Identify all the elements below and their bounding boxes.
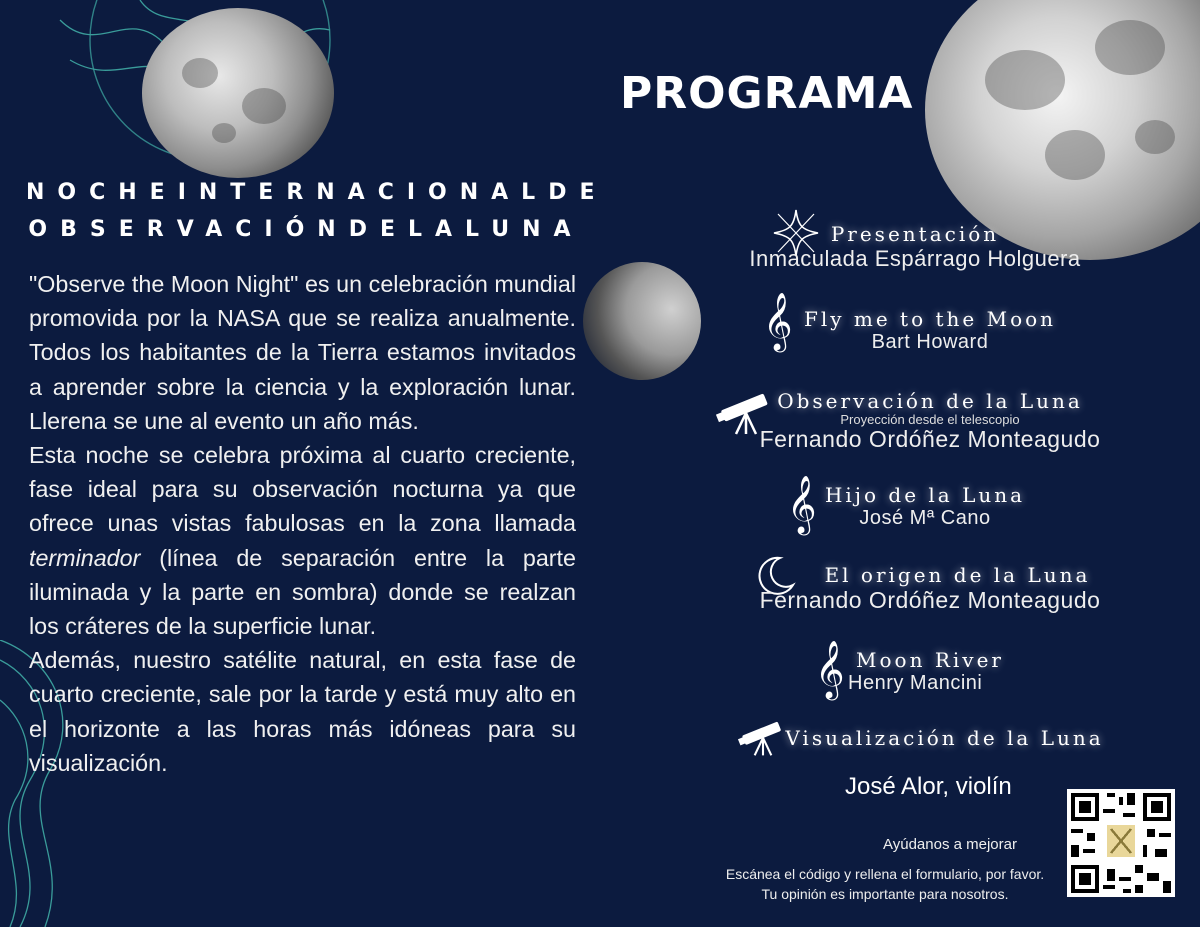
program-item-title: Hijo de la Luna <box>824 483 1026 507</box>
program-item-performer: Henry Mancini <box>848 672 983 694</box>
qr-code[interactable] <box>1067 789 1175 897</box>
program-item-observacion <box>735 389 1125 453</box>
treble-clef-icon: 𝄞 <box>787 475 817 533</box>
program-item-hijo <box>800 483 1050 530</box>
program-item-title: Visualización de la Luna <box>785 726 1104 750</box>
violin-performer: José Alor, violín <box>845 773 1012 800</box>
title-line-2: OBSERVACIÓNDELALUNA <box>28 217 584 242</box>
program-item-fly-me <box>780 307 1080 354</box>
scan-note: Tu opinión es importante para nosotros. <box>761 886 1009 902</box>
program-item-performer: Fernando Ordóñez Monteagudo <box>759 587 1101 613</box>
program-item-performer: Bart Howard <box>871 331 989 353</box>
treble-clef-icon: 𝄞 <box>815 640 845 698</box>
program-item-performer: Inmaculada Espárrago Holguera <box>749 246 1081 271</box>
program-item-title: El origen de la Luna <box>824 563 1091 587</box>
full-moon-image-large <box>925 0 1200 260</box>
program-item-presentacion <box>700 222 1130 272</box>
telescope-icon <box>738 717 788 757</box>
program-item-moon-river <box>840 648 1020 695</box>
program-item-title: Moon River <box>856 648 1004 672</box>
description-text <box>29 267 576 780</box>
program-item-title: Fly me to the Moon <box>803 307 1057 331</box>
paragraph-intro: "Observe the Moon Night" es un celebración mundial promovida por la NASA que se realiza anualmente. Todos los habitantes de la Tierra estamos invitados a aprender sobre la ciencia y la exploración lunar. Llerena se une al evento un año más. <box>29 271 576 434</box>
scan-instruction: Escánea el código y rellena el formulario, por favor. <box>725 866 1045 882</box>
feedback-heading: Ayúdanos a mejorar <box>883 836 1017 853</box>
crescent-moon-image <box>583 262 701 380</box>
program-item-title: Presentación <box>830 222 1000 246</box>
paragraph-phase-end: (línea de separación entre la parte iluminada y la parte en sombra) donde se realzan los cráteres de la superficie lunar. <box>29 544 576 640</box>
paragraph-visibility: Además, nuestro satélite natural, en esta fase de cuarto creciente, sale por la tarde y está muy alto en el horizonte a las horas más idóneas para su visualización. <box>29 647 576 776</box>
paragraph-phase-start: Esta noche se celebra próxima al cuarto creciente, fase ideal para su observación nocturna ya que ofrece unas vistas fabulosas en la zona llamada <box>29 442 576 537</box>
program-item-performer: José Mª Cano <box>859 507 991 529</box>
title-line-1: NOCHEINTERNACIONALDE <box>26 180 608 205</box>
terminador-term: terminador <box>29 544 141 571</box>
programa-heading: PROGRAMA <box>620 68 914 119</box>
paragraph-phase <box>29 438 576 643</box>
program-item-origen <box>735 563 1125 614</box>
event-title <box>26 174 608 248</box>
program-item-note: Proyección desde el telescopio <box>840 412 1020 427</box>
treble-clef-icon: 𝄞 <box>763 292 793 350</box>
feedback-instructions <box>700 864 1070 904</box>
program-item-performer: Fernando Ordóñez Monteagudo <box>759 426 1101 452</box>
program-item-title: Observación de la Luna <box>777 389 1083 413</box>
program-item-visualizacion <box>782 726 1107 750</box>
full-moon-image-small <box>142 8 334 178</box>
